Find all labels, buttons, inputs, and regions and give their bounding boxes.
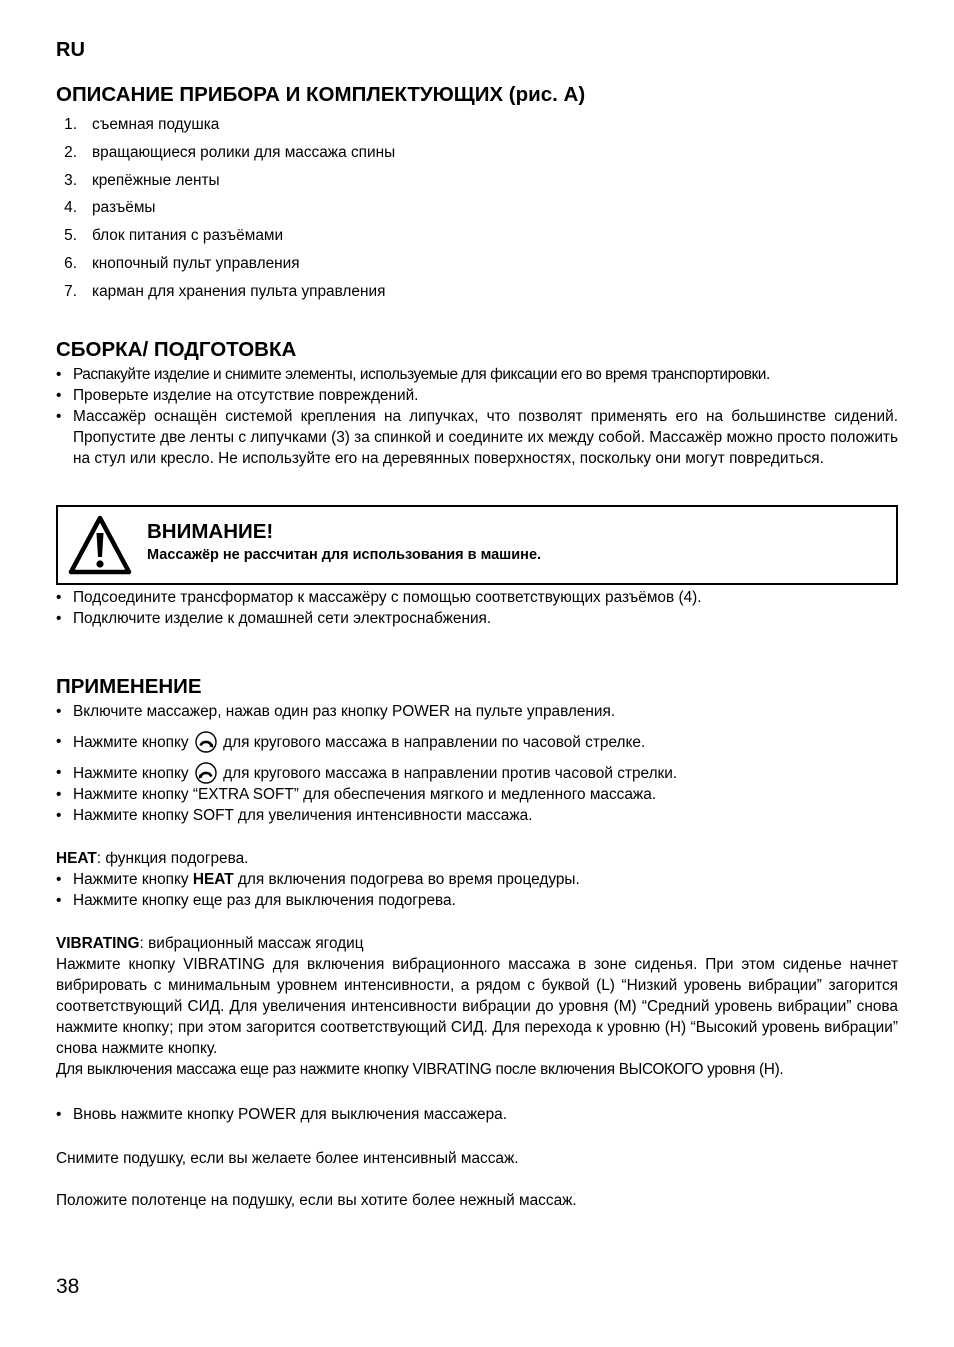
bullet-item: • Нажмите кнопку для кругового массажа в направлении против часовой стрелки. <box>56 762 898 784</box>
warning-title: ВНИМАНИЕ! <box>147 520 274 543</box>
counterclockwise-rotation-icon <box>195 762 217 784</box>
warning-box <box>56 505 898 585</box>
list-item: 3. крепёжные ленты <box>64 171 220 189</box>
bullet-item: • Распакуйте изделие и снимите элементы, используемые для фиксации его во время транспортировки. <box>56 364 898 385</box>
bullet-item: • Нажмите кнопку еще раз для выключения подогрева. <box>56 890 898 911</box>
usage-bullets <box>56 701 898 826</box>
bullet-item: • Включите массажер, нажав один раз кнопку POWER на пульте управления. <box>56 701 898 722</box>
assembly-bullets <box>56 364 898 469</box>
vibrating-paragraph: Нажмите кнопку VIBRATING для включения вибрационного массажа в зоне сиденья. При этом сиденье начнет вибрировать с минимальным уровнем интенсивности, а рядом с буквой (L) “Низкий уровень вибрации” загорится соответствующий СИД. Для увеличения интенсивности вибрации до уровня (M) “Средний уровень вибрации” снова нажмите кнопку; при этом загорится соответствующий СИД. Для перехода к уровню (H) “Высокий уровень вибрации” снова нажмите кнопку. <box>56 956 898 1057</box>
power-off-bullet <box>56 1104 898 1125</box>
heat-section <box>56 848 898 911</box>
bullet-item: • Вновь нажмите кнопку POWER для выключения массажера. <box>56 1104 898 1125</box>
connection-bullets <box>56 587 898 629</box>
tip-paragraph: Положите полотенце на подушку, если вы хотите более нежный массаж. <box>56 1192 577 1209</box>
list-item: 1. съемная подушка <box>64 116 220 133</box>
warning-text: Массажёр не рассчитан для использования в машине. <box>147 547 542 563</box>
list-item: 2. вращающиеся ролики для массажа спины <box>64 143 396 161</box>
warning-triangle-icon <box>68 514 132 576</box>
bullet-item: • Подсоедините трансформатор к массажёру с помощью соответствующих разъёмов (4). <box>56 587 898 608</box>
vibrating-heading: VIBRATING: вибрационный массаж ягодиц <box>56 935 364 952</box>
parts-list <box>56 114 395 309</box>
section-title-description: ОПИСАНИЕ ПРИБОРА И КОМПЛЕКТУЮЩИХ (рис. А) <box>56 83 586 106</box>
list-item: 7. карман для хранения пульта управления <box>64 282 386 300</box>
bullet-item: • Массажёр оснащён системой крепления на липучках, что позволят применять его на большинстве сидений. Пропустите две ленты с липучками (3) за спинкой и соедините их между собой. Массажёр можно просто положить на стул или кресло. Не используйте его на деревянных поверхностях, поскольку они могут повредиться. <box>56 406 898 469</box>
bullet-item: • Проверьте изделие на отсутствие повреждений. <box>56 385 898 406</box>
bullet-item: • Нажмите кнопку SOFT для увеличения интенсивности массажа. <box>56 805 898 826</box>
bullet-item: • Нажмите кнопку для кругового массажа в направлении по часовой стрелке. <box>56 731 898 753</box>
section-title-usage: ПРИМЕНЕНИЕ <box>56 675 202 698</box>
bullet-item: • Подключите изделие к домашней сети электроснабжения. <box>56 608 898 629</box>
list-item: 4. разъёмы <box>64 199 156 217</box>
heat-heading: HEAT: функция подогрева. <box>56 850 249 867</box>
bullet-item: • Нажмите кнопку “EXTRA SOFT” для обеспечения мягкого и медленного массажа. <box>56 784 898 805</box>
list-item: 6. кнопочный пульт управления <box>64 254 300 272</box>
section-title-assembly: СБОРКА/ ПОДГОТОВКА <box>56 338 297 361</box>
bullet-item: • Нажмите кнопку HEAT для включения подогрева во время процедуры. <box>56 869 898 890</box>
page-number: 38 <box>56 1275 80 1298</box>
language-code: RU <box>56 39 85 61</box>
list-item: 5. блок питания с разъёмами <box>64 227 284 245</box>
tip-paragraph: Снимите подушку, если вы желаете более интенсивный массаж. <box>56 1150 519 1167</box>
clockwise-rotation-icon <box>195 731 217 753</box>
vibrating-off-paragraph: Для выключения массажа еще раз нажмите кнопку VIBRATING после включения ВЫСОКОГО уровня (H). <box>56 1061 784 1078</box>
vibrating-section <box>56 933 898 1080</box>
